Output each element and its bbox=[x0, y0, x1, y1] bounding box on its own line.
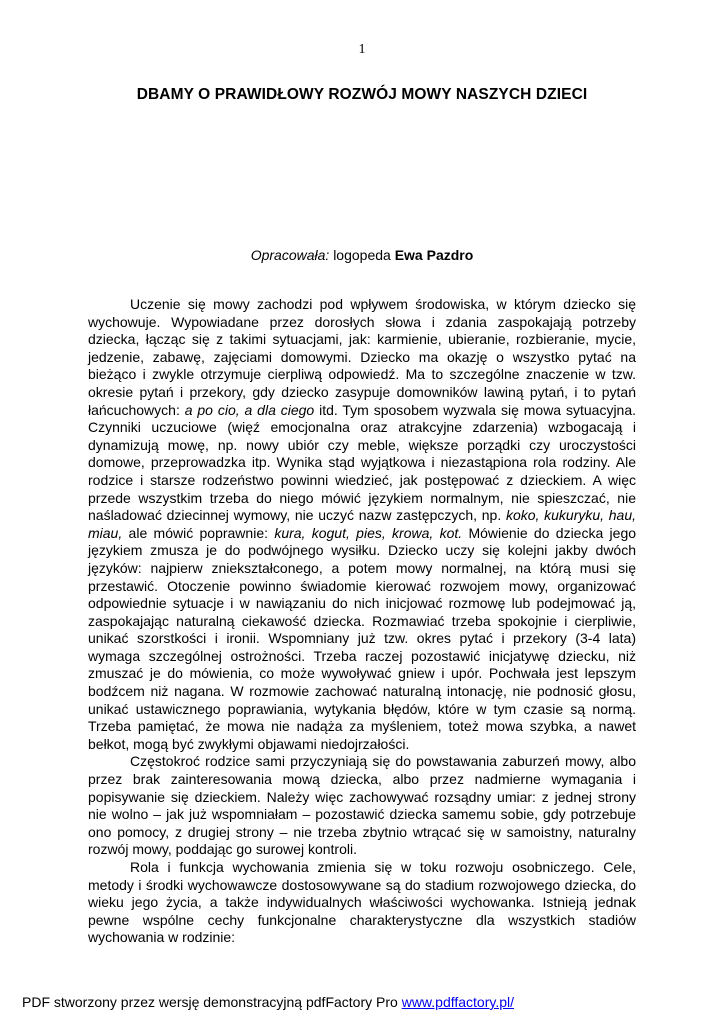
author-prefix: Opracowała: bbox=[250, 247, 330, 263]
paragraph-3: Rola i funkcja wychowania zmienia się w toku rozwoju osobniczego. Cele, metody i środki wychowawcze dostosowywane są do stadium rozwojowego dziecka, do wieku jego życia, a także indywidualnych właściwości wychowanka. Istnieją jednak pewne wspólne cechy funkcjonalne charakterystyczne dla wszystkich stadiów wychowania w rodzinie: bbox=[88, 859, 636, 946]
footer bbox=[22, 994, 712, 1010]
paragraph-1-italic-1: a po cio, a dla ciego bbox=[184, 401, 315, 418]
paragraph-2: Częstokroć rodzice sami przyczyniają się do powstawania zaburzeń mowy, albo przez brak zainteresowania mową dziecka, albo przez nadmierne wymagania i popisywanie się dzieckiem. Należy więc zachowywać rozsądny umiar: z jednej strony nie wolno – jak już wspomniałam – pozostawić dziecka samemu sobie, gdy potrzebuje ono pomocy, z drugiej strony – nie trzeba zbytnio wtrącać się w samoistny, naturalny rozwój mowy, poddając go surowej kontroli. bbox=[88, 753, 636, 858]
paragraph-1-text-1: Uczenie się mowy zachodzi pod wpływem środowiska, w którym dziecko się wychowuje. Wypowiadane przez dorosłych słowa i zdania zaspokajają potrzeby dziecka, łącząc się z takimi sytuacjami, jak: karmienie, ubieranie, rozbieranie, mycie, jedzenie, zabawę, zajęciami domowymi. Dziecko ma okazję o wszystko pytać na bieżąco i zwykle otrzymuje cierpliwą odpowiedź. Ma to szczególne znaczenie w tzw. okresie pytań i przekory, gdy dziecko zasypuje domowników lawiną pytań, i to pytań łańcuchowych: bbox=[88, 296, 636, 418]
page-number: 1 bbox=[358, 42, 366, 57]
paragraph-1-italic-2: koko, kukuryku, hau, miau, bbox=[88, 507, 637, 541]
author-role: logopeda bbox=[333, 247, 391, 263]
body-text bbox=[88, 296, 636, 947]
footer-link[interactable]: www.pdffactory.pl/ bbox=[401, 994, 515, 1010]
author-name: Ewa Pazdro bbox=[394, 247, 474, 263]
paragraph-1-text-2: itd. Tym sposobem wyzwala się mowa sytuacyjna. Czynniki uczuciowe (więź emocjonalna oraz atrakcyjne zdarzenia) wzbogacają i dynamizują mowę, np. nowy ubiór czy meble, większe porządki czy uroczystości domowe, przeprowadzka itp. Wynika stąd wyjątkowa i niezastąpiona rola rodziny. Ale rodzice i starsze rodzeństwo powinni wiedzieć, jak postępować z dzieckiem. A więc przede wszystkim trzeba do niego mówić językiem normalnym, nie spieszczać, nie naśladować dziecinnej wymowy, nie uczyć nazw zastępczych, np. bbox=[88, 401, 637, 524]
paragraph-1 bbox=[88, 296, 636, 753]
document-title: DBAMY O PRAWIDŁOWY ROZWÓJ MOWY NASZYCH DZIECI bbox=[136, 86, 588, 103]
paragraph-1-text-4: Mówienie do dziecka jego językiem zmusza je do podwójnego wysiłku. Dziecko uczy się kolejni jakby dwóch języków: najpierw zniekształconego, a potem mowy normalnej, na którą musi się przestawić. Otoczenie powinno świadomie kierować rozwojem mowy, organizować odpowiednie sytuacje i w nawiązaniu do nich inicjować rozmowę lub podejmować ją, zaspokajając naturalną ciekawość dziecka. Rozmawiać trzeba spokojnie i cierpliwie, unikać szorstkości i ironii. Wspomniany już tzw. okres pytać i przekory (3-4 lata) wymaga szczególnej ostrożności. Trzeba raczej pozostawić inicjatywę dziecku, niż zmuszać je do mówienia, co może wywoływać gniew i upór. Pochwała jest lepszym bodźcem niż nagana. W rozmowie zachować naturalną intonację, nie podnosić głosu, unikać ustawicznego poprawiania, wytykania błędów, które w tym czasie są normą. Trzeba pamiętać, że mowa nie nadąża za myśleniem, toteż mowa szybka, a nawet bełkot, mogą być zwykłymi objawami niedojrzałości. bbox=[88, 524, 637, 752]
paragraph-1-text-3: ale mówić poprawnie: bbox=[128, 524, 268, 541]
footer-text: PDF stworzony przez wersję demonstracyjną pdfFactory Pro bbox=[22, 994, 398, 1010]
author-line bbox=[88, 247, 636, 263]
paragraph-1-italic-3: kura, kogut, pies, krowa, kot. bbox=[274, 524, 463, 541]
